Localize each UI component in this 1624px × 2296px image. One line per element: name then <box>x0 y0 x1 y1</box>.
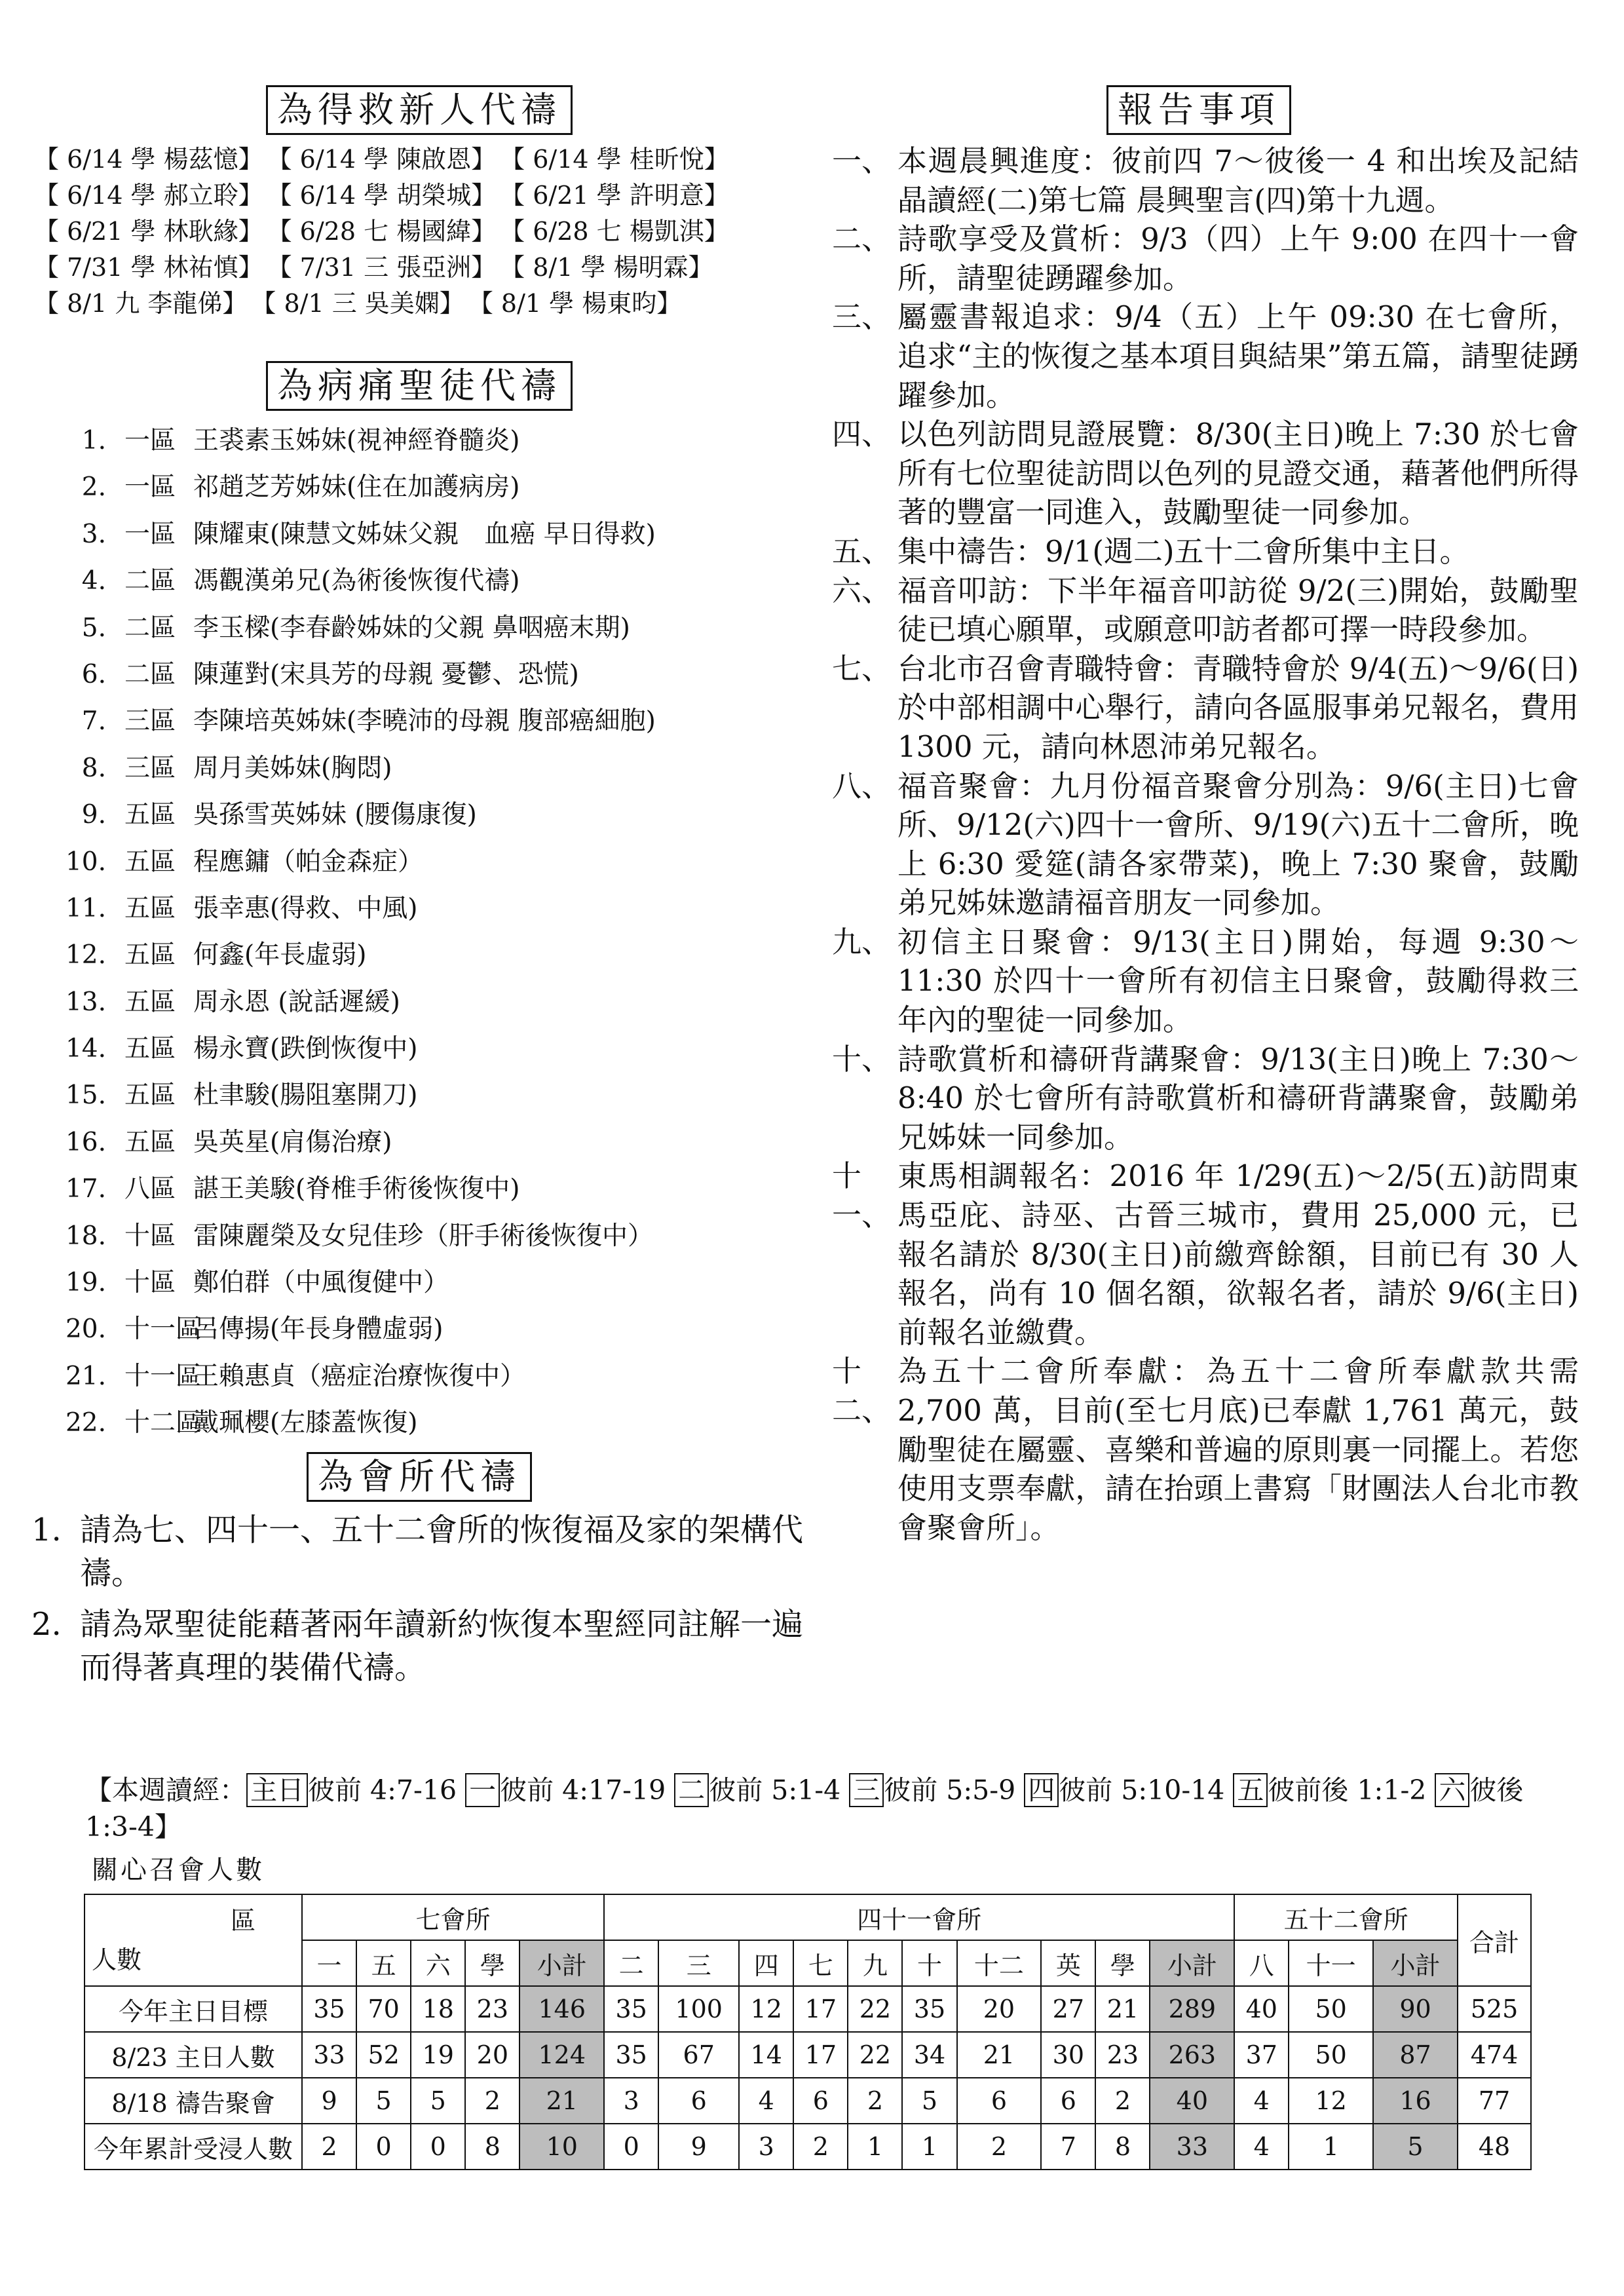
count-cell: 33 <box>302 2032 356 2078</box>
district-header: 一 <box>302 1940 356 1986</box>
report-number: 十二、 <box>832 1354 892 1428</box>
report-item <box>819 1352 1579 1547</box>
sick-item-number: 18. <box>65 1221 106 1251</box>
count-cell: 4 <box>1234 2124 1289 2170</box>
sick-item-number: 11. <box>65 893 106 923</box>
hall-group-header: 四十一會所 <box>604 1894 1234 1940</box>
corner-district-label: 區 <box>230 1906 255 1935</box>
subtotal-cell: 263 <box>1150 2032 1234 2078</box>
count-cell: 37 <box>1234 2032 1289 2078</box>
reading-passage: 彼前 5:5-9 <box>884 1774 1025 1806</box>
report-text: 屬靈書報追求：9/4（五）上午 09:30 在七會所，追求“主的恢復之基本項目與結果”第五篇，請聖徒踴躍參加。 <box>897 299 1579 413</box>
sick-item-text: 杜聿駿(腸阻塞開刀) <box>193 1081 418 1111</box>
sick-item-district: 五區 <box>124 1127 176 1157</box>
sick-item-text: 張幸惠(得救、中風) <box>193 893 418 923</box>
sick-item-number: 8. <box>81 753 106 783</box>
report-item <box>819 571 1579 649</box>
hall-group-header: 七會所 <box>302 1894 604 1940</box>
report-number: 三、 <box>832 299 892 335</box>
sick-item-district: 五區 <box>124 847 176 877</box>
report-number: 五、 <box>832 533 892 569</box>
salvation-title: 為得救新人代禱 <box>266 85 573 135</box>
report-item <box>819 415 1579 532</box>
sick-item <box>26 1119 812 1166</box>
sick-item-district: 十一區 <box>124 1314 202 1345</box>
count-cell: 35 <box>902 1986 956 2032</box>
sick-item-text: 陳蓮對(宋具芳的母親 憂鬱、恐慌) <box>193 659 579 689</box>
sick-item <box>26 885 812 932</box>
district-header: 十 <box>902 1940 956 1986</box>
count-cell: 12 <box>739 1986 793 2032</box>
count-cell: 3 <box>604 2078 658 2124</box>
sick-item-district: 十二區 <box>124 1408 202 1438</box>
sick-item-district: 五區 <box>124 940 176 970</box>
count-cell: 3 <box>739 2124 793 2170</box>
table-corner-cell <box>85 1894 302 1986</box>
sick-item-district: 二區 <box>124 659 176 689</box>
sick-item-district: 五區 <box>124 800 176 830</box>
report-number: 十一、 <box>832 1158 892 1233</box>
count-cell: 70 <box>356 1986 411 2032</box>
report-number: 十、 <box>832 1041 892 1077</box>
sick-item <box>26 932 812 978</box>
weekly-reading <box>85 1772 1546 1845</box>
sick-item-text: 李陳培英姊妹(李曉沛的母親 腹部癌細胞) <box>193 706 656 737</box>
hall-item-number: 2. <box>31 1605 62 1643</box>
sick-item-text: 諶王美駿(脊椎手術後恢復中) <box>193 1174 520 1204</box>
count-cell: 12 <box>1289 2078 1373 2124</box>
salvation-title-box <box>26 85 812 135</box>
sick-item-number: 19. <box>65 1268 106 1298</box>
district-header: 學 <box>1095 1940 1150 1986</box>
sick-item-district: 五區 <box>124 1034 176 1064</box>
sick-item-number: 6. <box>81 659 106 689</box>
sick-item-district: 二區 <box>124 566 176 596</box>
count-cell: 23 <box>465 1986 519 2032</box>
report-text: 本週晨興進度：彼前四 7～彼後一 4 和出埃及記結晶讀經(二)第七篇 晨興聖言(四)第十九週。 <box>897 144 1579 218</box>
subtotal-cell: 90 <box>1373 1986 1458 2032</box>
row-label: 8/18 禱告聚會 <box>85 2078 302 2124</box>
sick-list <box>26 417 812 1447</box>
reports-list <box>819 142 1579 1547</box>
sick-item-number: 22. <box>65 1408 106 1438</box>
report-number: 四、 <box>832 417 892 452</box>
report-item <box>819 297 1579 415</box>
report-text: 福音叩訪：下半年福音叩訪從 9/2(三)開始，鼓勵聖徒已填心願單，或願意叩訪者都可擇一時段參加。 <box>897 573 1579 647</box>
reading-passage: 彼前 4:17-19 <box>500 1774 675 1806</box>
sick-item <box>26 651 812 698</box>
salvation-item: 【 6/21 學 許明意】 <box>500 181 729 210</box>
subtotal-cell: 21 <box>519 2078 604 2124</box>
count-cell: 14 <box>739 2032 793 2078</box>
reading-passage: 彼前 4:7-16 <box>308 1774 466 1806</box>
sick-item-district: 五區 <box>124 893 176 923</box>
subtotal-cell: 10 <box>519 2124 604 2170</box>
report-item <box>819 1157 1579 1352</box>
subtotal-cell: 146 <box>519 1986 604 2032</box>
count-cell: 2 <box>302 2124 356 2170</box>
subtotal-cell: 87 <box>1373 2032 1458 2078</box>
hall-item <box>26 1508 812 1595</box>
count-cell: 2 <box>793 2124 848 2170</box>
sick-item <box>26 605 812 651</box>
reading-day-box: 六 <box>1435 1773 1469 1807</box>
sick-item-number: 12. <box>65 940 106 970</box>
report-number: 六、 <box>832 573 892 608</box>
attendance-row <box>85 2032 1531 2078</box>
count-cell: 0 <box>604 2124 658 2170</box>
count-cell: 0 <box>356 2124 411 2170</box>
district-header: 英 <box>1041 1940 1095 1986</box>
report-text: 為五十二會所奉獻：為五十二會所奉獻款共需 2,700 萬，目前(至七月底)已奉獻 1,761 萬元，鼓勵聖徒在屬靈、喜樂和普遍的原則裏一同擺上。若您使用支票奉獻，請在抬頭上書寫「財團法人台北市教會聚會所」。 <box>897 1354 1579 1545</box>
report-text: 詩歌享受及賞析：9/3（四）上午 9:00 在四十一會所，請聖徒踴躍參加。 <box>897 221 1579 296</box>
sick-item-text: 陳耀東(陳慧文姊妹父親 血癌 早日得救) <box>193 519 656 549</box>
district-header: 八 <box>1234 1940 1289 1986</box>
sick-title: 為病痛聖徒代禱 <box>266 361 573 411</box>
hall-group-header: 五十二會所 <box>1234 1894 1458 1940</box>
sick-item-text: 程應鏞（帕金森症） <box>193 847 424 877</box>
salvation-item: 【 7/31 學 林祐慎】 <box>34 253 263 282</box>
count-cell: 21 <box>957 2032 1042 2078</box>
count-cell: 35 <box>302 1986 356 2032</box>
sick-item-district: 二區 <box>124 613 176 643</box>
report-text: 東馬相調報名：2016 年 1/29(五)～2/5(五)訪問東馬亞庇、詩巫、古晉三城市，費用 25,000 元，已報名請於 8/30(主日)前繳齊餘額，目前已有 30 人報名，尚有 10 個名額，欲報名者，請於 9/6(主日)前報名並繳費。 <box>897 1158 1579 1350</box>
sick-item-district: 一區 <box>124 519 176 549</box>
count-cell: 40 <box>1234 1986 1289 2032</box>
district-header: 學 <box>465 1940 519 1986</box>
count-cell: 1 <box>848 2124 902 2170</box>
count-cell: 17 <box>793 2032 848 2078</box>
count-cell: 1 <box>902 2124 956 2170</box>
report-item <box>819 923 1579 1040</box>
report-number: 二、 <box>832 221 892 257</box>
report-number: 八、 <box>832 768 892 803</box>
count-cell: 22 <box>848 2032 902 2078</box>
count-cell: 0 <box>411 2124 465 2170</box>
report-item <box>819 142 1579 220</box>
sick-item-text: 吳孫雪英姊妹 (腰傷康復) <box>193 800 477 830</box>
sick-item-number: 4. <box>81 566 106 596</box>
salvation-item: 【 7/31 三 張亞洲】 <box>267 253 497 282</box>
count-cell: 20 <box>957 1986 1042 2032</box>
count-cell: 6 <box>793 2078 848 2124</box>
sick-item-number: 10. <box>65 847 106 877</box>
count-cell: 9 <box>658 2124 739 2170</box>
sick-item-district: 八區 <box>124 1174 176 1204</box>
count-cell: 1 <box>1289 2124 1373 2170</box>
salvation-item: 【 8/1 學 楊明霖】 <box>500 253 713 282</box>
count-cell: 9 <box>302 2078 356 2124</box>
reading-passage: 彼前 5:1-4 <box>709 1774 850 1806</box>
reading-passage: 彼前 5:10-14 <box>1059 1774 1234 1806</box>
reading-passage: 彼後 1:3-4 <box>85 1774 1524 1843</box>
count-cell: 6 <box>957 2078 1042 2124</box>
reading-passage: 彼前後 1:1-2 <box>1268 1774 1435 1806</box>
count-cell: 21 <box>1095 1986 1150 2032</box>
salvation-item: 【 6/14 學 胡榮城】 <box>267 181 497 210</box>
count-cell: 8 <box>465 2124 519 2170</box>
sick-item-district: 十一區 <box>124 1361 202 1391</box>
reading-day-box: 一 <box>465 1773 500 1807</box>
sick-item-district: 一區 <box>124 426 176 455</box>
sick-item-text: 呂傳揚(年長身體虛弱) <box>193 1314 444 1345</box>
reading-day-box: 五 <box>1233 1773 1268 1807</box>
salvation-item: 【 6/28 七 楊凱淇】 <box>500 217 729 246</box>
sick-item-number: 5. <box>81 613 106 643</box>
total-cell: 48 <box>1458 2124 1531 2170</box>
count-cell: 5 <box>411 2078 465 2124</box>
subtotal-cell: 5 <box>1373 2124 1458 2170</box>
salvation-item: 【 8/1 學 楊東昀】 <box>468 289 682 318</box>
sick-item-number: 2. <box>81 472 106 503</box>
district-header: 十二 <box>957 1940 1042 1986</box>
total-cell: 474 <box>1458 2032 1531 2078</box>
count-cell: 5 <box>356 2078 411 2124</box>
sick-title-box <box>26 361 812 411</box>
left-column <box>26 85 812 1697</box>
district-header: 六 <box>411 1940 465 1986</box>
report-item <box>819 532 1579 571</box>
count-cell: 22 <box>848 1986 902 2032</box>
salvation-item: 【 6/28 七 楊國緯】 <box>267 217 497 246</box>
sick-item <box>26 511 812 558</box>
total-cell: 77 <box>1458 2078 1531 2124</box>
report-number: 九、 <box>832 924 892 959</box>
sick-item-text: 周月美姊妹(胸悶) <box>193 753 392 783</box>
right-column <box>819 85 1579 1547</box>
attendance-row <box>85 1986 1531 2032</box>
district-header: 十一 <box>1289 1940 1373 1986</box>
row-label: 今年累計受浸人數 <box>85 2124 302 2170</box>
subtotal-cell: 40 <box>1150 2078 1234 2124</box>
district-header: 七 <box>793 1940 848 1986</box>
reading-day-box: 主日 <box>246 1773 308 1807</box>
report-text: 詩歌賞析和禱研背講聚會：9/13(主日)晚上 7:30～8:40 於七會所有詩歌賞析和禱研背講聚會，鼓勵弟兄姊妹一同參加。 <box>897 1041 1579 1155</box>
attendance-row <box>85 2078 1531 2124</box>
district-header: 三 <box>658 1940 739 1986</box>
sick-item-number: 17. <box>65 1174 106 1204</box>
subtotal-cell: 33 <box>1150 2124 1234 2170</box>
hall-item-text: 請為眾聖徒能藉著兩年讀新約恢復本聖經同註解一遍而得著真理的裝備代禱。 <box>80 1605 804 1686</box>
sick-item-number: 20. <box>65 1314 106 1345</box>
subtotal-cell: 16 <box>1373 2078 1458 2124</box>
sick-item-number: 3. <box>81 519 106 549</box>
hall-title: 為會所代禱 <box>307 1452 532 1502</box>
count-cell: 50 <box>1289 1986 1373 2032</box>
report-item <box>819 220 1579 297</box>
reading-day-box: 二 <box>674 1773 709 1807</box>
sick-item-text: 吳英星(肩傷治療) <box>193 1127 392 1157</box>
count-cell: 5 <box>902 2078 956 2124</box>
subtotal-cell: 289 <box>1150 1986 1234 2032</box>
corner-count-label: 人數 <box>92 1945 142 1974</box>
sick-item-district: 十區 <box>124 1268 176 1298</box>
report-item <box>819 649 1579 767</box>
count-cell: 30 <box>1041 2032 1095 2078</box>
count-cell: 6 <box>1041 2078 1095 2124</box>
count-cell: 2 <box>1095 2078 1150 2124</box>
count-cell: 67 <box>658 2032 739 2078</box>
sick-item-district: 五區 <box>124 1081 176 1111</box>
hall-item-number: 1. <box>31 1511 62 1548</box>
salvation-item: 【 6/14 學 陳啟恩】 <box>267 145 497 174</box>
sick-item-text: 周永恩 (說話遲緩) <box>193 987 400 1017</box>
sick-item-text: 王裘素玉姊妹(視神經脊髓炎) <box>193 426 520 455</box>
report-number: 一、 <box>832 144 892 178</box>
sick-item <box>26 792 812 838</box>
sick-item <box>26 698 812 744</box>
count-cell: 35 <box>604 2032 658 2078</box>
reading-day-box: 四 <box>1024 1773 1059 1807</box>
salvation-list <box>26 142 812 322</box>
count-cell: 17 <box>793 1986 848 2032</box>
sick-item <box>26 745 812 792</box>
reading-day-box: 三 <box>849 1773 884 1807</box>
sick-item <box>26 464 812 510</box>
count-cell: 23 <box>1095 2032 1150 2078</box>
subtotal-header: 小計 <box>1373 1940 1458 1986</box>
salvation-row <box>34 178 812 214</box>
sick-item-text: 祁趙芝芳姊妹(住在加護病房) <box>193 472 520 503</box>
report-text: 集中禱告：9/1(週二)五十二會所集中主日。 <box>897 533 1469 569</box>
salvation-row <box>34 286 812 322</box>
subtotal-header: 小計 <box>1150 1940 1234 1986</box>
district-header: 四 <box>739 1940 793 1986</box>
sick-item-text: 何鑫(年長虛弱) <box>193 940 367 970</box>
reports-title: 報告事項 <box>1106 85 1291 135</box>
hall-title-box <box>26 1452 812 1502</box>
district-header: 五 <box>356 1940 411 1986</box>
row-label: 8/23 主日人數 <box>85 2032 302 2078</box>
report-item <box>819 767 1579 923</box>
count-cell: 50 <box>1289 2032 1373 2078</box>
sick-item-number: 21. <box>65 1361 106 1391</box>
sick-item-district: 一區 <box>124 472 176 503</box>
sick-item <box>26 1025 812 1072</box>
sick-item <box>26 1213 812 1259</box>
sick-item <box>26 1259 812 1306</box>
total-cell: 525 <box>1458 1986 1531 2032</box>
count-cell: 18 <box>411 1986 465 2032</box>
report-text: 福音聚會：九月份福音聚會分別為：9/6(主日)七會所、9/12(六)四十一會所、9/19(六)五十二會所，晚上 6:30 愛筵(請各家帶菜)，晚上 7:30 聚會，鼓勵弟兄姊妹邀請福音朋友一同參加。 <box>897 768 1579 921</box>
count-cell: 100 <box>658 1986 739 2032</box>
sick-item-district: 三區 <box>124 753 176 783</box>
sick-item-district: 五區 <box>124 987 176 1017</box>
count-cell: 20 <box>465 2032 519 2078</box>
sick-item-number: 9. <box>81 800 106 830</box>
count-cell: 4 <box>1234 2078 1289 2124</box>
sick-item-text: 雷陳麗榮及女兒佳珍（肝手術後恢復中） <box>193 1221 654 1251</box>
sick-item <box>26 1353 812 1400</box>
count-cell: 2 <box>957 2124 1042 2170</box>
district-header: 九 <box>848 1940 902 1986</box>
sick-item-district: 三區 <box>124 706 176 737</box>
salvation-item: 【 6/14 學 郝立聆】 <box>34 181 263 210</box>
sick-item-number: 13. <box>65 987 106 1017</box>
sick-item <box>26 1306 812 1352</box>
salvation-row <box>34 142 812 178</box>
count-cell: 6 <box>658 2078 739 2124</box>
sick-item <box>26 1400 812 1446</box>
sick-item-text: 鄭伯群（中風復健中） <box>193 1268 449 1298</box>
table-header-row <box>85 1894 1531 1940</box>
district-header: 二 <box>604 1940 658 1986</box>
sick-item <box>26 1166 812 1212</box>
count-cell: 7 <box>1041 2124 1095 2170</box>
count-cell: 4 <box>739 2078 793 2124</box>
reading-open: 【本週讀經： <box>85 1774 246 1806</box>
count-cell: 27 <box>1041 1986 1095 2032</box>
hall-list <box>26 1508 812 1689</box>
count-cell: 2 <box>848 2078 902 2124</box>
sick-item-text: 馮觀漢弟兄(為術後恢復代禱) <box>193 566 520 596</box>
sick-item-text: 李玉樑(李春齡姊妹的父親 鼻咽癌末期) <box>193 613 630 643</box>
sick-item <box>26 417 812 464</box>
salvation-item: 【 6/14 學 桂昕悅】 <box>500 145 729 174</box>
report-text: 台北市召會青職特會：青職特會於 9/4(五)～9/6(日)於中部相調中心舉行，請向各區服事弟兄報名，費用 1300 元，請向林恩沛弟兄報名。 <box>897 651 1579 764</box>
report-number: 七、 <box>832 651 892 686</box>
sick-item-text: 楊永寶(跌倒恢復中) <box>193 1034 418 1064</box>
hall-item <box>26 1603 812 1689</box>
sick-item <box>26 839 812 885</box>
reading-close: 】 <box>154 1811 181 1843</box>
sick-item-text: 王賴惠貞（癌症治療恢復中） <box>193 1361 526 1391</box>
sick-item-number: 14. <box>65 1034 106 1064</box>
sick-item-number: 7. <box>81 706 106 737</box>
row-label: 今年主日目標 <box>85 1986 302 2032</box>
attendance-caption: 關心召會人數 <box>92 1855 265 1885</box>
total-header: 合計 <box>1458 1894 1531 1986</box>
count-cell: 2 <box>465 2078 519 2124</box>
attendance-table <box>84 1894 1532 2170</box>
subtotal-header: 小計 <box>519 1940 604 1986</box>
sick-item <box>26 1072 812 1119</box>
report-text: 以色列訪問見證展覽：8/30(主日)晚上 7:30 於七會所有七位聖徒訪問以色列的見證交通，藉著他們所得著的豐富一同進入，鼓勵聖徒一同參加。 <box>897 417 1579 530</box>
salvation-item: 【 8/1 三 吳美嫻】 <box>251 289 464 318</box>
salvation-item: 【 6/21 學 林耿緣】 <box>34 217 263 246</box>
hall-item-text: 請為七、四十一、五十二會所的恢復福及家的架構代禱。 <box>80 1511 804 1592</box>
sick-item-number: 16. <box>65 1127 106 1157</box>
sick-item <box>26 979 812 1025</box>
count-cell: 8 <box>1095 2124 1150 2170</box>
attendance-row <box>85 2124 1531 2170</box>
reports-title-box <box>819 85 1579 135</box>
sick-item-text: 戴珮櫻(左膝蓋恢復) <box>193 1408 418 1438</box>
salvation-row <box>34 250 812 286</box>
salvation-item: 【 6/14 學 楊茲憶】 <box>34 145 263 174</box>
sick-item-district: 十區 <box>124 1221 176 1251</box>
sick-item-number: 1. <box>81 426 106 455</box>
count-cell: 34 <box>902 2032 956 2078</box>
count-cell: 35 <box>604 1986 658 2032</box>
report-text: 初信主日聚會：9/13(主日)開始，每週 9:30～11:30 於四十一會所有初信主日聚會，鼓勵得救三年內的聖徒一同參加。 <box>897 924 1579 1038</box>
count-cell: 19 <box>411 2032 465 2078</box>
subtotal-cell: 124 <box>519 2032 604 2078</box>
salvation-row <box>34 214 812 250</box>
sick-item <box>26 558 812 604</box>
count-cell: 52 <box>356 2032 411 2078</box>
salvation-item: 【 8/1 九 李龍俤】 <box>34 289 248 318</box>
report-item <box>819 1040 1579 1157</box>
sick-item-number: 15. <box>65 1081 106 1111</box>
